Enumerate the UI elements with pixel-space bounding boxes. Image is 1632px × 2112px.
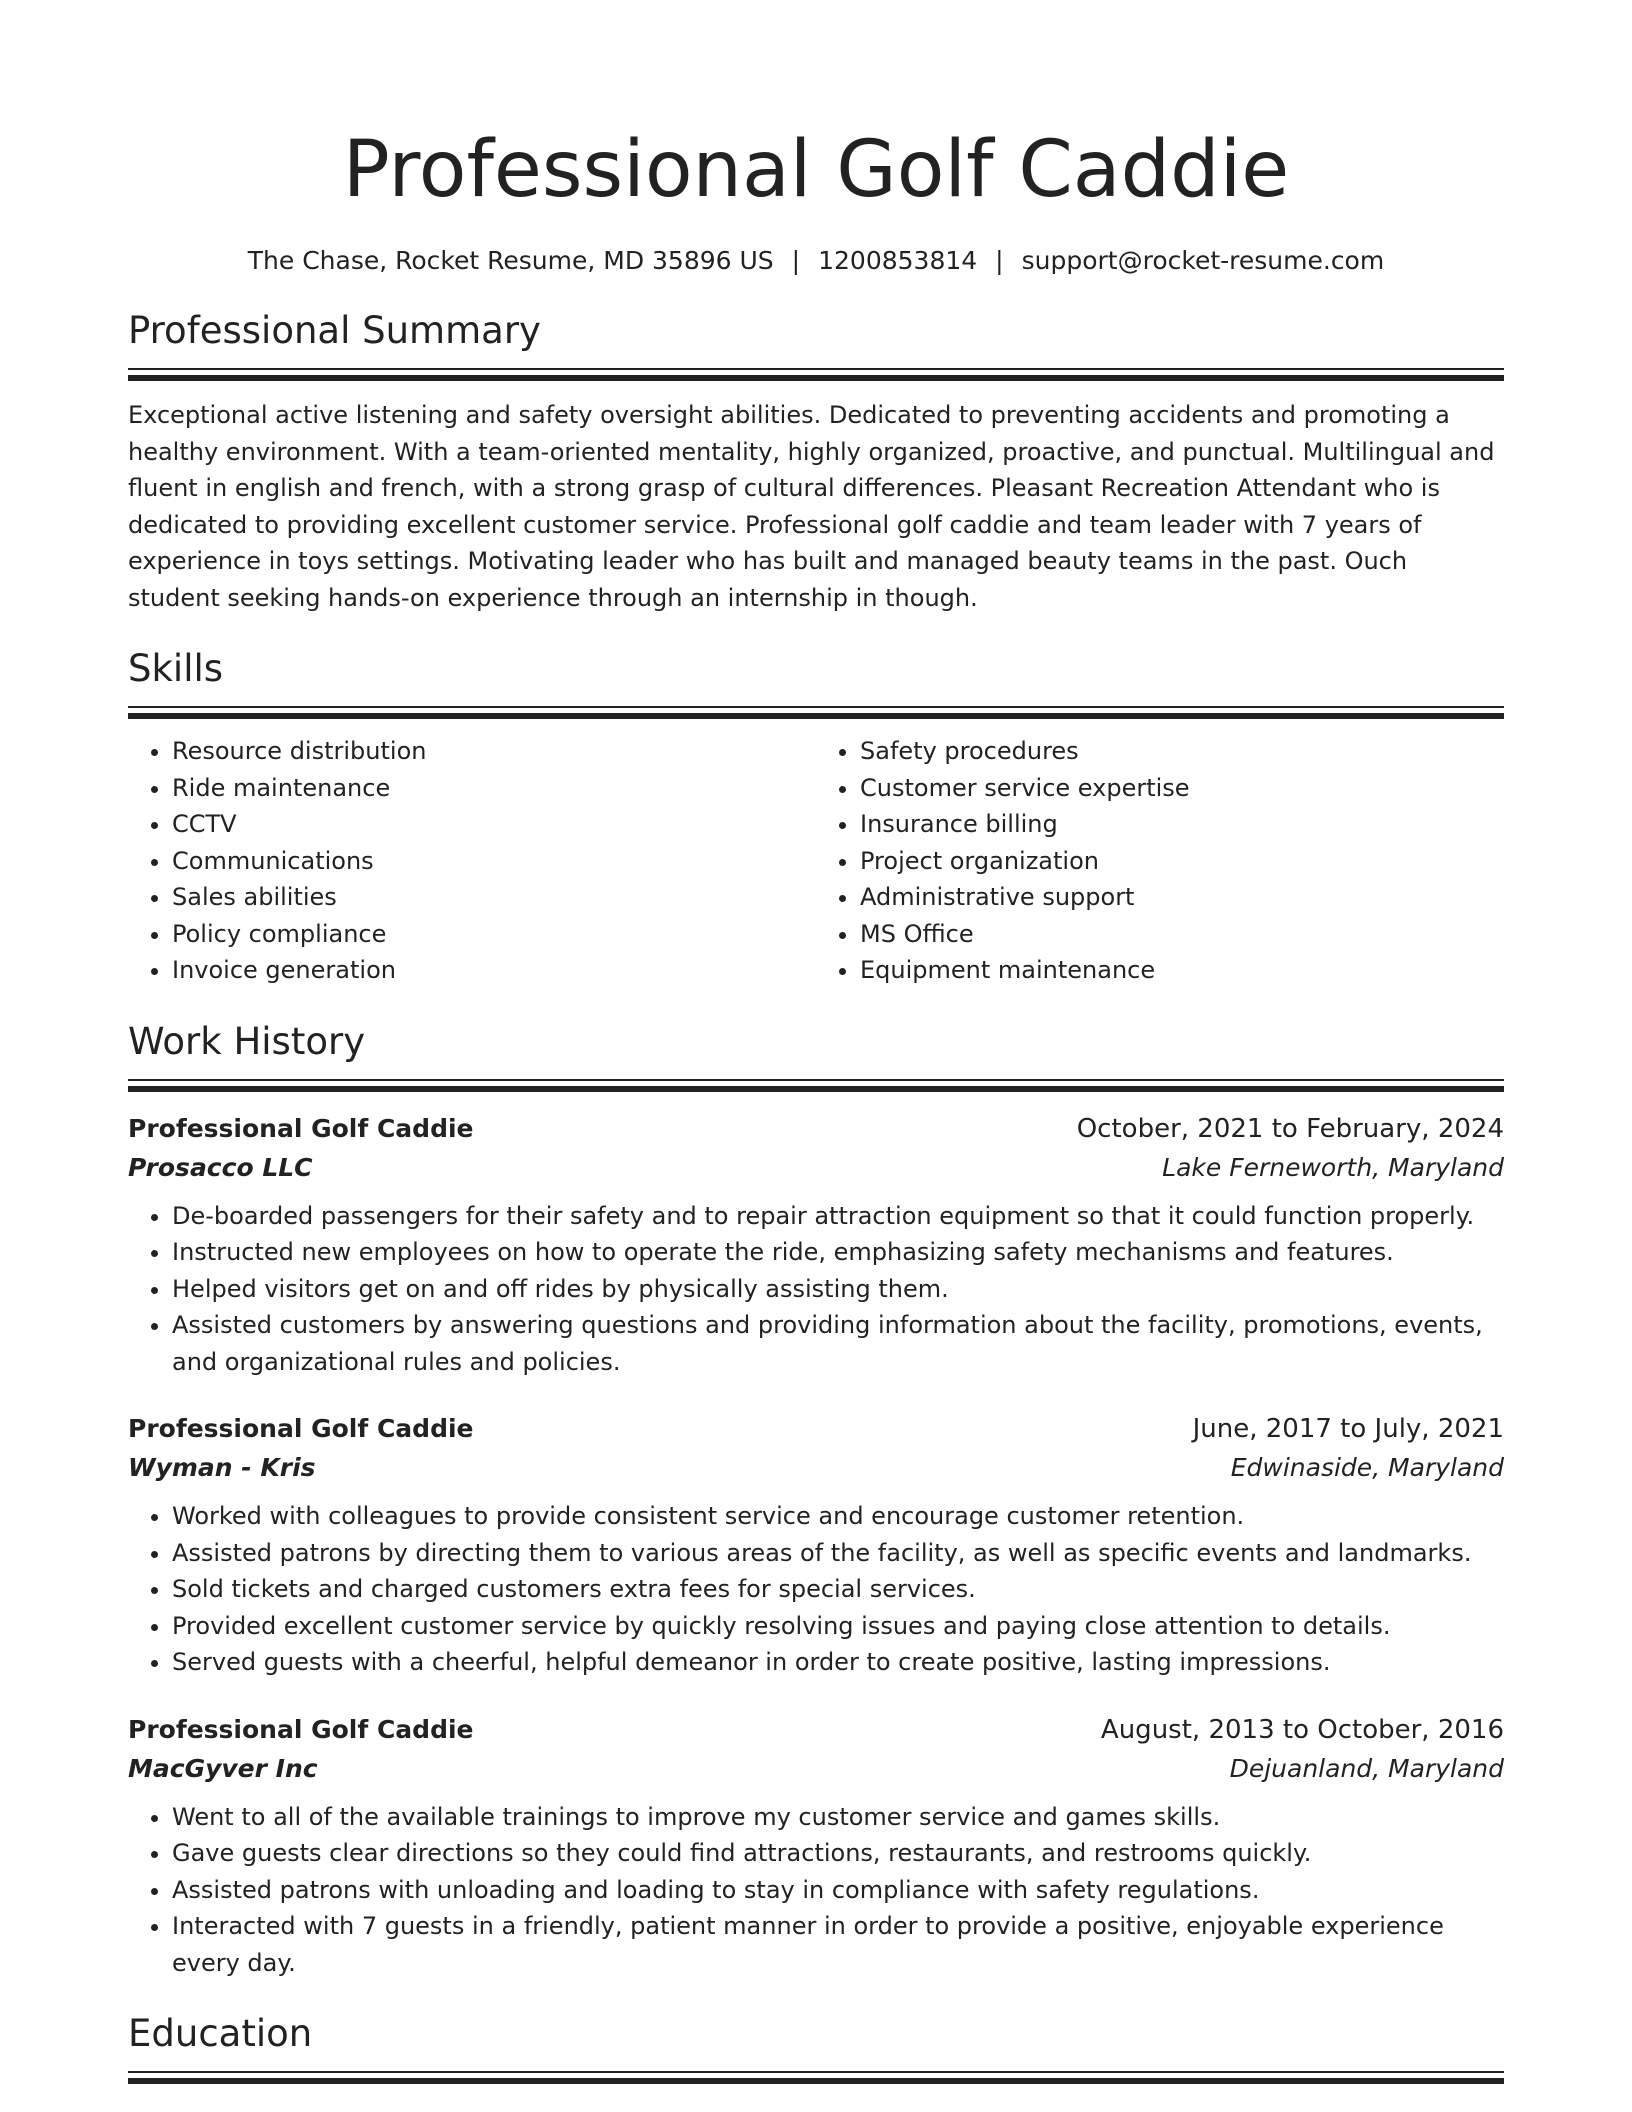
job-title: Professional Golf Caddie (128, 1714, 474, 1744)
contact-line (128, 244, 1504, 278)
section-divider (128, 368, 1504, 381)
section-divider (128, 706, 1504, 719)
skill-item: • Communications (172, 843, 816, 880)
job-location: Lake Ferneworth, Maryland (1162, 1152, 1504, 1182)
contact-address: The Chase, Rocket Resume, MD 35896 US (247, 246, 774, 275)
job-bullet: • Sold tickets and charged customers extra fees for special services. (172, 1571, 1504, 1608)
job-company: Wyman - Kris (128, 1453, 316, 1482)
job-dates: August, 2013 to October, 2016 (1100, 1714, 1504, 1745)
job-entry (128, 1711, 1504, 1982)
skill-item: • Administrative support (860, 879, 1504, 916)
skill-item: • Sales abilities (172, 879, 816, 916)
work-history-heading: Work History (128, 1019, 366, 1063)
job-bullet: • Assisted customers by answering questions and providing information about the facility, promotions, events, and organizational rules and policies. (172, 1307, 1504, 1380)
section-divider (128, 1079, 1504, 1092)
job-location: Dejuanland, Maryland (1229, 1753, 1504, 1783)
job-dates: October, 2021 to February, 2024 (1076, 1113, 1504, 1144)
skill-item: • Project organization (860, 843, 1504, 880)
job-bullet: • Worked with colleagues to provide consistent service and encourage customer retention. (172, 1498, 1504, 1535)
summary-heading: Professional Summary (128, 309, 541, 352)
skills-heading: Skills (128, 647, 224, 690)
skills-column-left (128, 733, 816, 989)
resume-name: Professional Golf Caddie (342, 125, 1290, 215)
contact-phone: 1200853814 (818, 246, 978, 275)
job-bullet: • Assisted patrons by directing them to various areas of the facility, as well as specific events and landmarks. (172, 1535, 1504, 1572)
skill-item: • Insurance billing (860, 806, 1504, 843)
job-bullet: • Helped visitors get on and off rides by physically assisting them. (172, 1271, 1504, 1308)
job-bullet: • De-boarded passengers for their safety and to repair attraction equipment so that it could function properly. (172, 1198, 1504, 1235)
skill-item: • Equipment maintenance (860, 952, 1504, 989)
summary-text: Exceptional active listening and safety oversight abilities. Dedicated to preventing accidents and promoting a healthy environment. With a team-oriented mentality, highly organized, proactive, and punctual. Multilingual and fluent in english and french, with a strong grasp of cultural differences. Pleasant Recreation Attendant who is dedicated to providing excellent customer service. Professional golf caddie and team leader with 7 years of experience in toys settings. Motivating leader who has built and managed beauty teams in the past. Ouch student seeking hands-on experience through an internship in though. (128, 401, 1495, 612)
skills-list (128, 733, 1504, 989)
skill-item: • MS Office (860, 916, 1504, 953)
contact-separator: | (995, 246, 1004, 275)
skills-column-right (816, 733, 1504, 989)
contact-email: support@rocket-resume.com (1021, 246, 1385, 275)
job-bullet: • Instructed new employees on how to operate the ride, emphasizing safety mechanisms and features. (172, 1234, 1504, 1271)
job-company: MacGyver Inc (128, 1753, 318, 1783)
education-heading: Education (128, 2012, 313, 2055)
job-entry (128, 1110, 1504, 1381)
job-title: Professional Golf Caddie (128, 1113, 474, 1143)
contact-separator: | (791, 246, 801, 275)
job-location: Edwinaside, Maryland (1230, 1453, 1504, 1482)
job-company: Prosacco LLC (128, 1152, 313, 1182)
job-title: Professional Golf Caddie (128, 1414, 474, 1443)
skill-item: • Customer service expertise (860, 770, 1504, 807)
job-bullets (128, 1198, 1504, 1381)
skill-item: • Resource distribution (172, 733, 816, 770)
skill-item: • Ride maintenance (172, 770, 816, 807)
job-bullet: • Went to all of the available trainings to improve my customer service and games skills. (172, 1799, 1504, 1836)
job-bullet: • Assisted patrons with unloading and loading to stay in compliance with safety regulations. (172, 1872, 1504, 1909)
skill-item: • CCTV (172, 806, 816, 843)
skill-item: • Invoice generation (172, 952, 816, 989)
job-dates: June, 2017 to July, 2021 (1192, 1414, 1504, 1444)
job-bullet: • Served guests with a cheerful, helpful demeanor in order to create positive, lasting impressions. (172, 1644, 1504, 1681)
job-bullets (128, 1498, 1504, 1681)
skill-item: • Policy compliance (172, 916, 816, 953)
skill-item: • Safety procedures (860, 733, 1504, 770)
section-divider (128, 2071, 1504, 2084)
job-entry (128, 1410, 1504, 1681)
resume-content (128, 118, 1504, 2084)
job-bullet: • Provided excellent customer service by quickly resolving issues and paying close attention to details. (172, 1608, 1504, 1645)
job-bullet: • Interacted with 7 guests in a friendly, patient manner in order to provide a positive, enjoyable experience every day. (172, 1908, 1504, 1981)
job-bullets (128, 1799, 1504, 1982)
job-bullet: • Gave guests clear directions so they could find attractions, restaurants, and restrooms quickly. (172, 1835, 1504, 1872)
